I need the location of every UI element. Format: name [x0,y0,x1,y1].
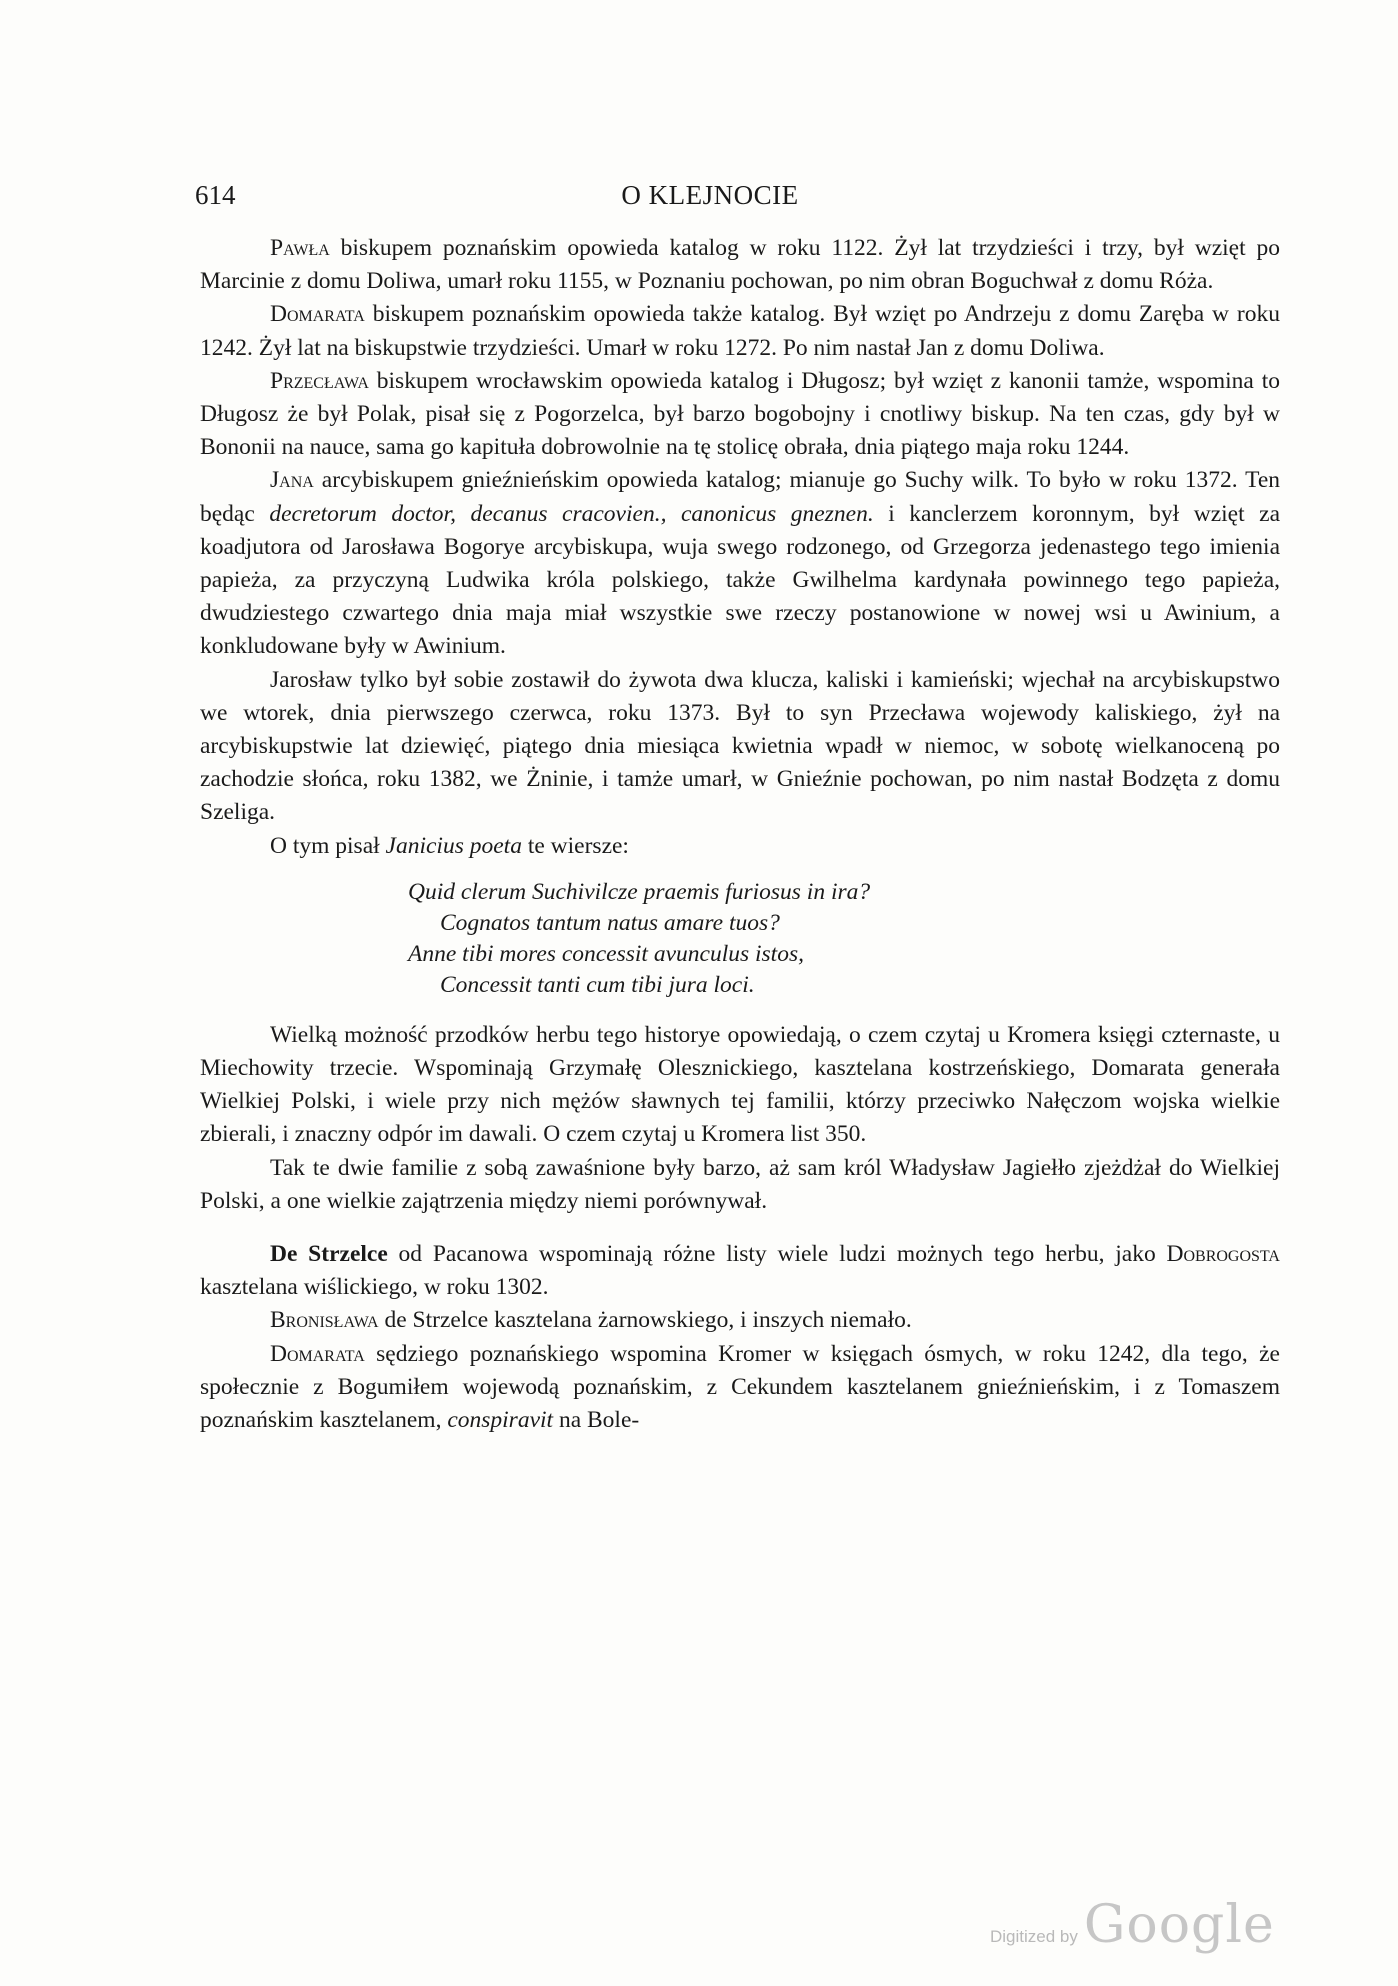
name-lead: Domarata [270,301,365,328]
verse-line: Quid clerum Suchivilcze praemis furiosus in ira? [408,878,871,905]
paragraph [200,1019,1280,1152]
verse-line: Concessit tanti cum tibi jura loci. [440,971,755,998]
paragraph-text: Tak te dwie familie z sobą zawaśnione były barzo, aż sam król Władysław Jagiełło zjeżdżał do Wielkiej Polski, a one wielkie zajątrzenia między niemi porównywał. [200,1154,1280,1214]
digitized-label: Digitized by [990,1927,1078,1946]
section-heading: De Strzelce [270,1241,388,1268]
paragraph [200,1238,1280,1304]
verse-line: Cognatos tantum natus amare tuos? [440,909,780,936]
paragraph [200,1152,1280,1218]
page-header [195,180,1225,220]
paragraph-text: biskupem poznańskim opowieda katalog w roku 1122. Żył lat trzydzieści i trzy, był wzięt po Marcinie z domu Doliwa, umarł roku 1155, w Poznaniu pochowan, po nim obran Boguchwał z domu Róża. [200,235,1280,295]
paragraph-text: od Pacanowa wspominają różne listy wiele ludzi możnych tego herbu, jako [387,1241,1167,1268]
paragraph-text: sędziego poznańskiego wspomina Kromer w księgach ósmych, w roku 1242, dla tego, że społecznie z Bogumiłem wojewodą poznańskim, z Cekundem kasztelanem gnieźnieńskim, i z Tomaszem poznańskim kasztelanem, [200,1340,1280,1434]
paragraph-text: O tym pisał [270,832,386,859]
running-title: O KLEJNOCIE [621,180,799,210]
page-number: 614 [195,180,236,210]
paragraph-text: de Strzelce kasztelana żarnowskiego, i inszych niemało. [378,1307,912,1334]
paragraph-text: biskupem wrocławskim opowieda katalog i Długosz; był wzięt z kanonii tamże, wspomina to Długosz że był Polak, pisał się z Pogorzelca, był barzo bogobojny i cnotliwy biskup. Na ten czas, gdy był w Bononii na nauce, sama go kapituła dobrowolnie na tę stolicę obrała, dnia piątego maja roku 1244. [200,367,1280,461]
digitized-watermark [990,1895,1275,1955]
paragraph-text: Jarosław tylko był sobie zostawił do żywota dwa klucza, kaliski i kamieński; wjechał na arcybiskupstwo we wtorek, dnia pierwszego czerwca, roku 1373. Był to syn Przecława wojewody kaliskiego, żył na arcybiskupstwie lat dziewięć, piątego dnia miesiąca kwietnia wpadł w niemoc, w sobotę wielkanoceną po zachodzie słońca, roku 1382, we Żninie, i tamże umarł, w Gnieźnie pochowan, po nim nastał Bodzęta z domu Szeliga. [200,666,1280,826]
verse-line: Anne tibi mores concessit avunculus istos, [408,940,804,967]
paragraph-text: biskupem poznańskim opowieda także katalog. Był wzięt po Andrzeju z domu Zaręba w roku 1242. Żył lat na biskupstwie trzydzieści. Umarł w roku 1272. Po nim nastał Jan z domu Doliwa. [200,301,1280,361]
paragraph [200,664,1280,830]
latin-word: conspiravit [447,1407,554,1434]
paragraph-text: te wiersze: [521,832,629,859]
paragraph [200,365,1280,465]
paragraph [200,464,1280,663]
paragraph-text: Wielką możność przodków herbu tego historye opowiedają, o czem czytaj u Kromera księgi czternaste, u Miechowity trzecie. Wspominają Grzymałę Olesznickiego, kasztelana kostrzeńskiego, Domarata generała Wielkiej Polski, i wiele przy nich mężów sławnych tej familii, którzy przeciwko Nałęczom wojska wielkie zbierali, i znaczny odpór im dawali. O czem czytaj u Kromera list 350. [200,1021,1280,1148]
latin-title: decretorum doctor, decanus cracovien., canonicus gneznen. [269,500,874,527]
name-lead: Przecława [270,367,369,394]
name-lead: Domarata [270,1340,365,1367]
paragraph-text: kasztelana wiślickiego, w roku 1302. [200,1274,549,1301]
paragraph [200,298,1280,364]
paragraph [200,232,1280,298]
page-body [200,232,1280,1437]
name-lead: Jana [270,467,314,494]
verse-block [408,877,1280,1001]
paragraph [200,830,1280,863]
name-lead: Bronisława [270,1307,379,1334]
paragraph [200,1304,1280,1337]
name-lead: Dobrogosta [1166,1241,1280,1268]
paragraph-text: i kanclerzem koronnym, był wzięt za koadjutora od Jarosława Bogorye arcybiskupa, wuja swego rodzonego, od Grzegorza jedenastego tego imienia papieża, za przyczyną Ludwika króla polskiego, także Gwilhelma kardynała powinnego tego papieża, dwudziestego czwartego dnia maja miał wszystkie swe rzeczy postanowione w nowej wsi u Awinium, a konkludowane były w Awinium. [200,500,1281,660]
paragraph-text: arcybiskupem gnieźnieńskim opowieda katalog; mianuje go Suchy wilk. To było w roku 1372. Ten będąc [200,467,1280,527]
paragraph [200,1338,1280,1438]
paragraph-text: na Bole- [553,1407,640,1434]
name-lead: Pawła [270,235,330,261]
poet-name: Janicius poeta [385,832,522,859]
google-logo: Google [1083,1895,1275,1955]
